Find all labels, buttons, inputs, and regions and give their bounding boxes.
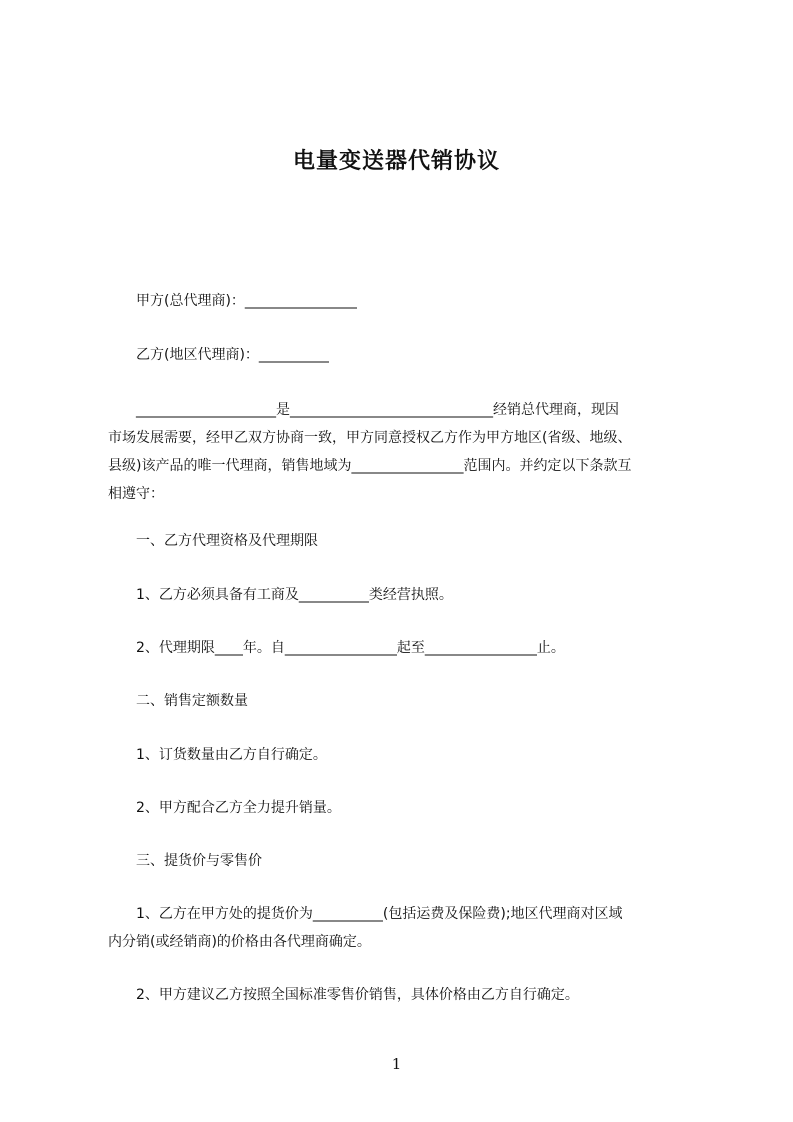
intro-line-4: 相遵守： (108, 486, 164, 502)
section-3-item-1-line-1: 1、乙方在甲方处的提货价为__________(包括运费及保险费);地区代理商对区域 (136, 906, 623, 922)
party-a-line: 甲方(总代理商)：________________ (136, 293, 357, 309)
section-3-item-2: 2、甲方建议乙方按照全国标准零售价销售，具体价格由乙方自行确定。 (136, 987, 579, 1003)
section-2-item-1: 1、订货数量由乙方自行确定。 (136, 747, 327, 763)
intro-line-2: 市场发展需要，经甲乙双方协商一致，甲方同意授权乙方作为甲方地区(省级、地级、 (108, 430, 632, 446)
section-1-heading: 一、乙方代理资格及代理期限 (136, 533, 318, 549)
section-3-item-1-line-2: 内分销(或经销商)的价格由各代理商确定。 (108, 934, 371, 950)
intro-line-1: ____________________是_____________________________经销总代理商，现因 (136, 402, 619, 418)
section-1-item-2: 2、代理期限____年。自________________起至________________止。 (136, 640, 565, 656)
page-number: 1 (391, 1055, 402, 1073)
intro-paragraph (108, 396, 716, 508)
section-3-heading: 三、提货价与零售价 (136, 853, 262, 869)
section-3-item-1 (108, 900, 716, 956)
intro-line-3: 县级)该产品的唯一代理商，销售地域为________________范围内。并约定以下条款互 (108, 458, 632, 474)
section-1-item-1: 1、乙方必须具备有工商及__________类经营执照。 (136, 587, 453, 603)
section-2-item-2: 2、甲方配合乙方全力提升销量。 (136, 800, 341, 816)
document-title: 电量变送器代销协议 (292, 149, 500, 174)
section-2-heading: 二、销售定额数量 (136, 693, 248, 709)
party-b-line: 乙方(地区代理商)：__________ (136, 347, 329, 363)
